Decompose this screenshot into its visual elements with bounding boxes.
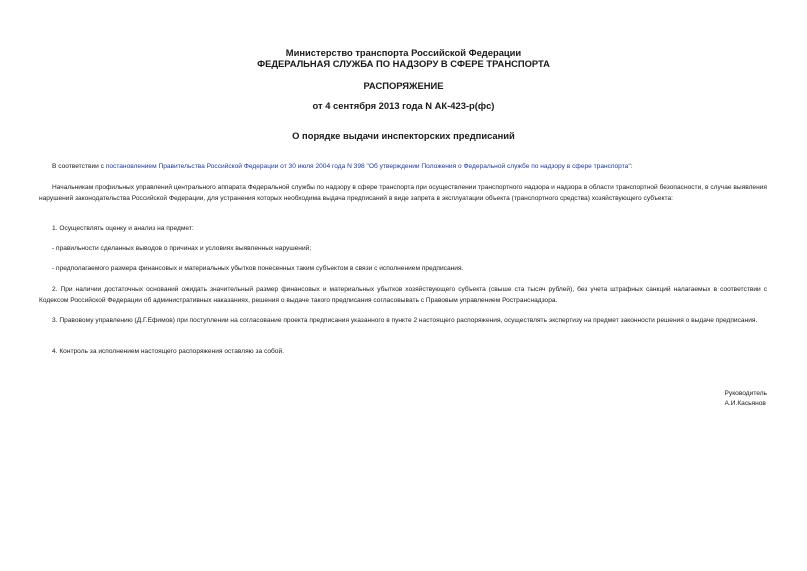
intro-prefix: В соответствии с: [52, 163, 106, 170]
item-1-a: - правильности сделанных выводов о причинах и условиях выявленных нарушений;: [52, 245, 312, 252]
item-4: 4. Контроль за исполнением настоящего распоряжения оставляю за собой.: [52, 348, 284, 355]
service-name: ФЕДЕРАЛЬНАЯ СЛУЖБА ПО НАДЗОРУ В СФЕРЕ ТРАНСПОРТА: [257, 58, 550, 69]
ministry-name: Министерство транспорта Российской Федерации: [285, 47, 522, 58]
item-3: 3. Правовому управлению (Д.Г.Ефимов) при поступлении на согласование проекта предписания указанного в пункте 2 настоящего распоряжения, осуществлять экспертизу на предмет законности решения о выдаче предписания.: [52, 317, 758, 324]
document-title: О порядке выдачи инспекторских предписаний: [292, 130, 515, 141]
main-paragraph: Начальникам профильных управлений центрального аппарата Федеральной службы по надзору в сфере транспорта при осуществлении транспортного надзора и надзора в области транспортной безопасности, в случае выявления нарушений законодательства Российской Федерации, для устранения которых необходима выдача предписаний в виде запрета в эксплуатации объекта (транспортного средства) хозяйствующего субъекта:: [39, 184, 767, 202]
item-1: 1. Осуществлять оценку и анализ на предмет:: [52, 225, 194, 232]
signature-block: [725, 389, 767, 409]
item-2: 2. При наличии достаточных оснований ожидать значительный размер финансовых и материальных убытков хозяйствующего субъекта (свыше ста тысяч рублей), без учета штрафных санкций налагаемых в соответствии с Кодексом Российской Федерации об административных наказаниях, решения о выдаче такого предписания согласовывать с Правовым управлением Ространснадзора.: [39, 286, 767, 304]
item-1-b: - предполагаемого размера финансовых и материальных убытков понесенных таким субъектом в связи с исполнением предписания.: [52, 265, 464, 272]
document-type: РАСПОРЯЖЕНИЕ: [363, 80, 444, 91]
government-decree-link[interactable]: постановлением Правительства Российской Федерации от 30 июля 2004 года N 398 "Об утверждении Положения о Федеральной службе по надзору в сфере транспорта": [105, 163, 631, 170]
signature-position: Руководитель: [724, 390, 767, 397]
intro-paragraph: [39, 162, 767, 173]
document-date-number: от 4 сентября 2013 года N АК-423-р(фс): [312, 100, 495, 111]
intro-suffix: :: [630, 163, 633, 170]
signature-name: А.И.Касьянов: [724, 400, 766, 407]
